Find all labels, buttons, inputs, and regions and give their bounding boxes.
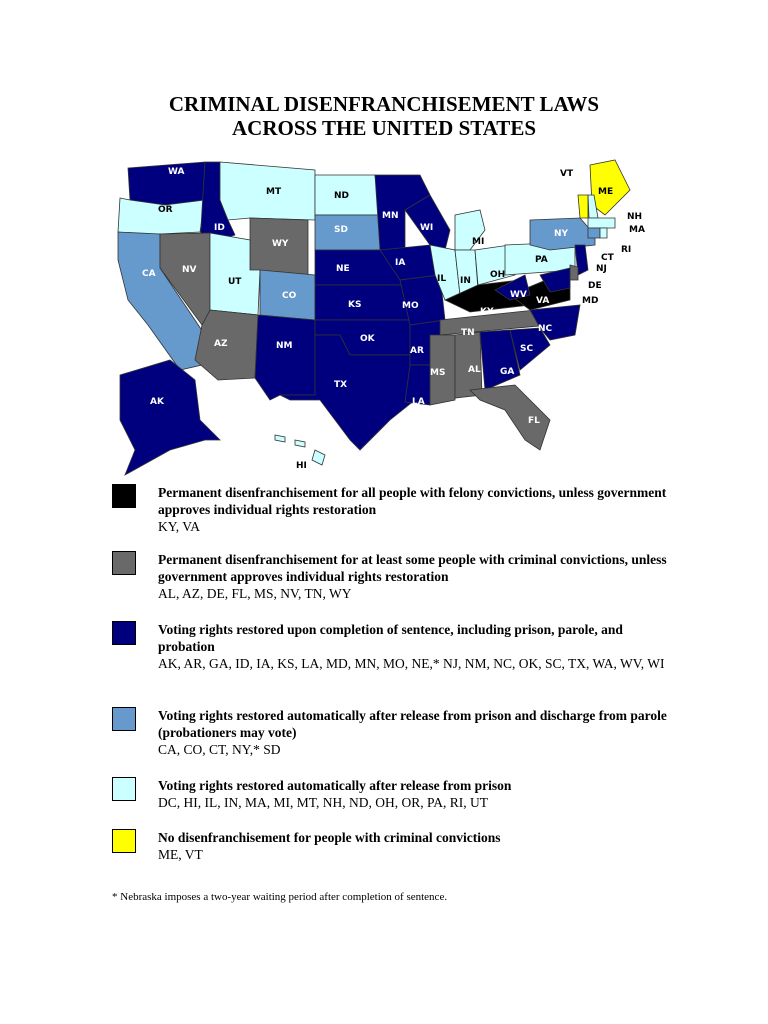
state-label-ar: AR (410, 346, 424, 356)
legend-states: KY, VA (158, 519, 201, 534)
state-label-al: AL (468, 365, 481, 375)
state-label-pa: PA (535, 255, 548, 265)
state-label-ca: CA (142, 269, 156, 279)
state-label-mt: MT (266, 187, 282, 197)
state-label-ri: RI (621, 245, 632, 255)
state-label-nm: NM (276, 341, 293, 351)
legend-states: AL, AZ, DE, FL, MS, NV, TN, WY (158, 586, 352, 601)
state-vt (578, 195, 588, 218)
state-label-nj: NJ (596, 264, 607, 274)
state-label-nv: NV (182, 265, 197, 275)
state-label-wa: WA (168, 167, 185, 177)
legend-description: Permanent disenfranchisement for all people with felony convictions, unless government approves individual rights restoration (158, 485, 667, 517)
legend-states: ME, VT (158, 847, 203, 862)
state-label-de: DE (588, 281, 602, 291)
state-label-in: IN (460, 276, 471, 286)
us-map (110, 150, 670, 480)
state-label-sc: SC (520, 344, 534, 354)
state-ri (600, 228, 607, 238)
state-ks (315, 285, 410, 320)
state-label-ky: KY (480, 307, 494, 317)
state-label-sd: SD (334, 225, 348, 235)
state-label-ks: KS (348, 300, 362, 310)
state-label-co: CO (282, 291, 297, 301)
state-label-tx: TX (334, 380, 348, 390)
state-ma (588, 218, 615, 228)
state-label-mn: MN (382, 211, 399, 221)
state-label-ct: CT (601, 253, 614, 263)
state-label-nh: NH (627, 212, 643, 222)
legend-swatch (112, 829, 136, 853)
legend-states: DC, HI, IL, IN, MA, MI, MT, NH, ND, OH, OR, PA, RI, UT (158, 795, 488, 810)
legend-swatch (112, 707, 136, 731)
state-label-tn: TN (461, 328, 475, 338)
legend-swatch (112, 621, 136, 645)
state-label-ak: AK (150, 397, 164, 407)
state-ct (588, 228, 600, 238)
state-label-ny: NY (554, 229, 569, 239)
state-nm (255, 315, 315, 400)
state-label-hi: HI (296, 461, 307, 471)
state-label-il: IL (437, 274, 447, 284)
legend-swatch (112, 777, 136, 801)
legend-description: Voting rights restored automatically after release from prison (158, 778, 512, 793)
legend-description: Voting rights restored upon completion of sentence, including prison, parole, and probation (158, 622, 623, 654)
state-label-ma: MA (629, 225, 645, 235)
state-label-nd: ND (334, 191, 350, 201)
state-de (570, 265, 578, 280)
state-label-ok: OK (360, 334, 375, 344)
legend-description: No disenfranchisement for people with criminal convictions (158, 830, 501, 845)
state-label-oh: OH (490, 270, 506, 280)
legend-description: Permanent disenfranchisement for at least some people with criminal convictions, unless government approves individual rights restoration (158, 552, 667, 584)
state-wa (128, 162, 205, 205)
state-label-fl: FL (528, 416, 540, 426)
state-label-ga: GA (500, 367, 515, 377)
state-label-la: LA (412, 397, 425, 407)
title-line-2: ACROSS THE UNITED STATES (231, 116, 537, 140)
legend-states: AK, AR, GA, ID, IA, KS, LA, MD, MN, MO, NE,* NJ, NM, NC, OK, SC, TX, WA, WV, WI (158, 656, 665, 671)
title-line-1: CRIMINAL DISENFRANCHISEMENT LAWS (168, 92, 600, 116)
state-label-va: VA (536, 296, 550, 306)
state-label-or: OR (158, 205, 173, 215)
page-title (0, 92, 768, 140)
state-label-me: ME (598, 187, 614, 197)
state-ak (120, 360, 220, 475)
state-label-wv: WV (510, 290, 527, 300)
legend-swatch (112, 484, 136, 508)
legend-swatch (112, 551, 136, 575)
state-label-mo: MO (402, 301, 419, 311)
state-label-nc: NC (538, 324, 553, 334)
state-label-md: MD (582, 296, 599, 306)
state-label-vt: VT (560, 169, 574, 179)
legend-states: CA, CO, CT, NY,* SD (158, 742, 281, 757)
state-label-wi: WI (420, 223, 434, 233)
state-label-ut: UT (228, 277, 242, 287)
footnote: * Nebraska imposes a two-year waiting period after completion of sentence. (112, 891, 448, 903)
state-label-ia: IA (395, 258, 406, 268)
state-label-wy: WY (272, 239, 289, 249)
state-label-az: AZ (214, 339, 228, 349)
state-label-ms: MS (430, 368, 446, 378)
state-label-ne: NE (336, 264, 350, 274)
state-label-mi: MI (472, 237, 485, 247)
legend-description: Voting rights restored automatically after release from prison and discharge from parole (probationers may vote) (158, 708, 667, 740)
state-label-id: ID (214, 223, 225, 233)
